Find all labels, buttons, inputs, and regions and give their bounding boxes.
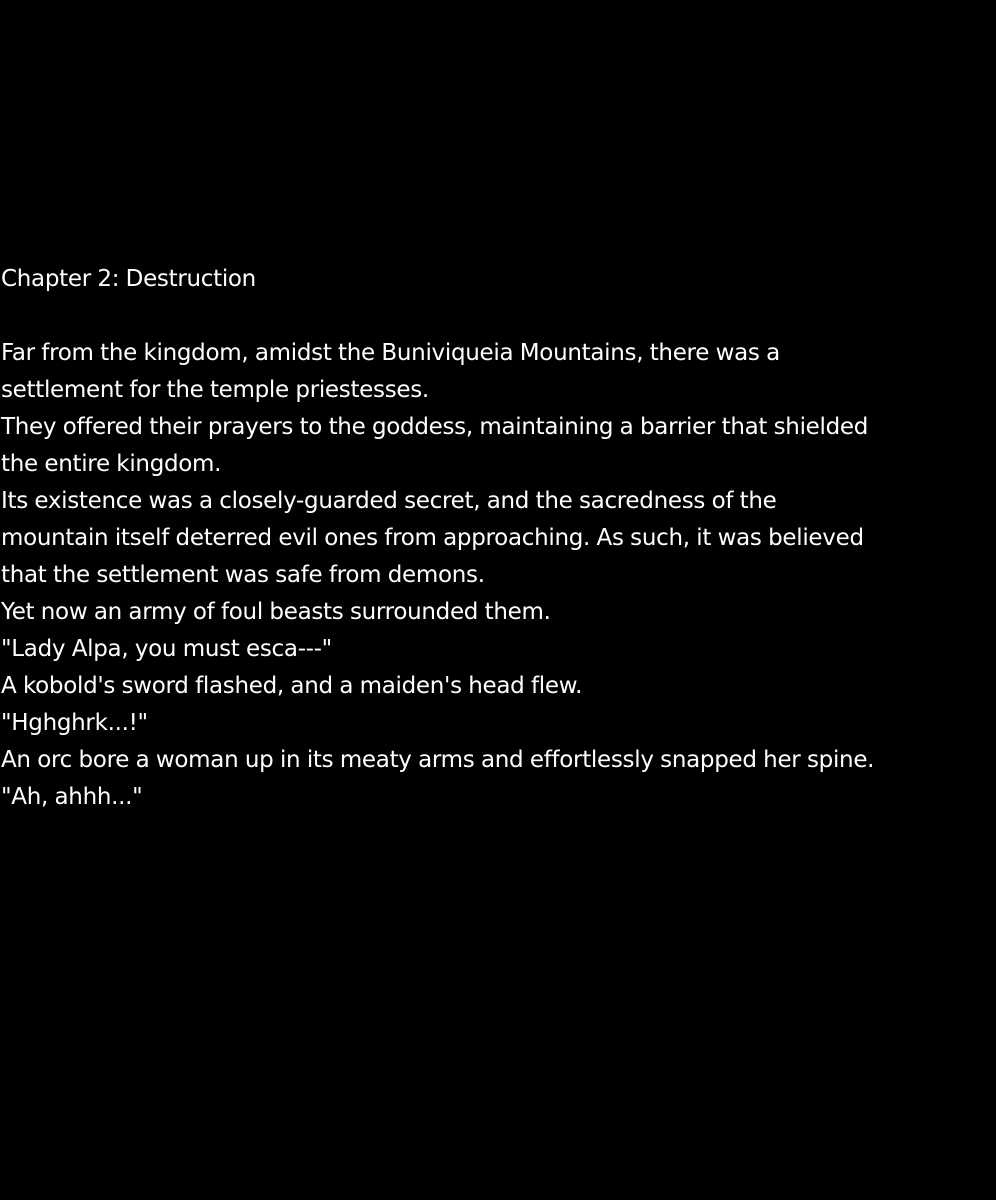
- story-line: "Hghghrk...!": [1, 710, 148, 736]
- story-line: Yet now an army of foul beasts surrounded them.: [1, 599, 551, 625]
- story-line: "Ah, ahhh...": [1, 784, 143, 810]
- story-line: Far from the kingdom, amidst the Buniviqueia Mountains, there was a: [1, 340, 780, 366]
- story-line: the entire kingdom.: [1, 451, 222, 477]
- story-line: that the settlement was safe from demons.: [1, 562, 485, 588]
- story-line: Its existence was a closely-guarded secret, and the sacredness of the: [1, 488, 777, 514]
- story-line: A kobold's sword flashed, and a maiden's head flew.: [1, 673, 583, 699]
- story-line: mountain itself deterred evil ones from approaching. As such, it was believed: [1, 525, 864, 551]
- story-line: "Lady Alpa, you must esca---": [1, 636, 332, 662]
- story-line: An orc bore a woman up in its meaty arms and effortlessly snapped her spine.: [1, 747, 875, 773]
- story-line: They offered their prayers to the goddess, maintaining a barrier that shielded: [1, 414, 869, 440]
- story-line: settlement for the temple priestesses.: [1, 377, 429, 403]
- chapter-title: Chapter 2: Destruction: [1, 266, 256, 292]
- story-text: [1, 261, 995, 816]
- paragraph-gap: [1, 298, 995, 335]
